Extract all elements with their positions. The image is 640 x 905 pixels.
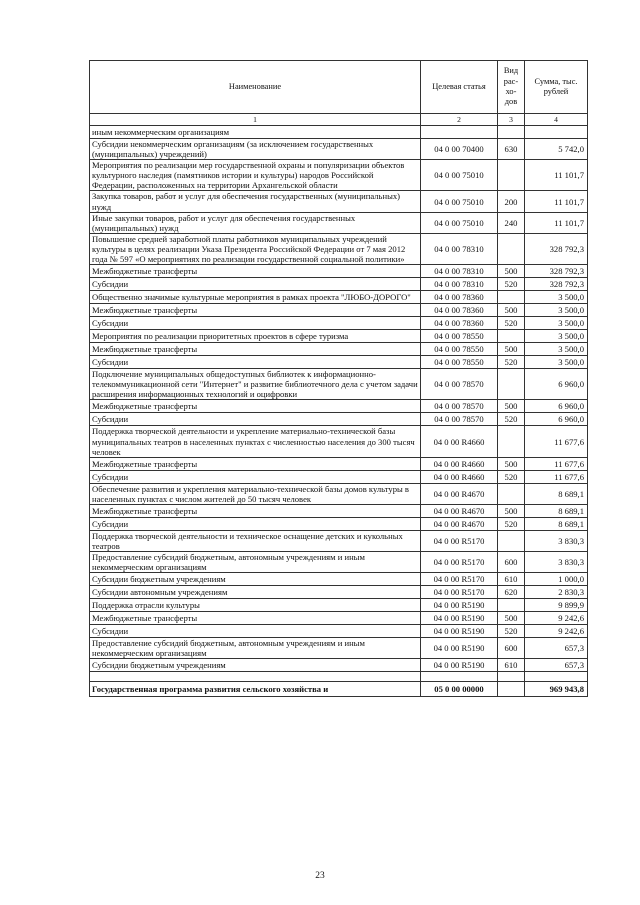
- row-amount: 328 792,3: [525, 265, 588, 278]
- row-name: Межбюджетные трансферты: [90, 457, 421, 470]
- row-amount: 11 101,7: [525, 191, 588, 212]
- column-number: 2: [421, 114, 498, 126]
- table-row: [90, 573, 588, 586]
- table-row: [90, 552, 588, 573]
- row-expense-type: [498, 369, 525, 400]
- table-row: [90, 426, 588, 457]
- row-expense-type: 610: [498, 573, 525, 586]
- budget-table: [89, 60, 588, 697]
- header-row: [90, 61, 588, 114]
- row-amount: 8 689,1: [525, 483, 588, 504]
- table-row: [90, 483, 588, 504]
- row-name: Поддержка отрасли культуры: [90, 599, 421, 612]
- row-expense-type: 500: [498, 457, 525, 470]
- row-name: Межбюджетные трансферты: [90, 400, 421, 413]
- row-name: Субсидии бюджетным учреждениям: [90, 659, 421, 672]
- row-amount: 6 960,0: [525, 369, 588, 400]
- table-row: [90, 343, 588, 356]
- row-amount: 11 101,7: [525, 212, 588, 233]
- row-amount: 328 792,3: [525, 233, 588, 264]
- header-name: Наименование: [90, 61, 421, 114]
- row-target-article: 04 0 00 R4660: [421, 457, 498, 470]
- row-amount: 3 500,0: [525, 317, 588, 330]
- row-name: Межбюджетные трансферты: [90, 612, 421, 625]
- row-name: Поддержка творческой деятельности и укрепление материально-технической базы муниципальных театров в населенных пунктах с численностью населения до 300 тысяч человек: [90, 426, 421, 457]
- table-row: [90, 160, 588, 191]
- table-row: [90, 291, 588, 304]
- row-name: Закупка товаров, работ и услуг для обеспечения государственных (муниципальных) нужд: [90, 191, 421, 212]
- header-expense-type: Вид рас-хо-дов: [498, 61, 525, 114]
- table-row: [90, 212, 588, 233]
- row-amount: 1 000,0: [525, 573, 588, 586]
- total-name: Государственная программа развития сельского хозяйства и: [90, 682, 421, 697]
- row-target-article: 04 0 00 78570: [421, 369, 498, 400]
- table-row: [90, 517, 588, 530]
- row-name: Подключение муниципальных общедоступных библиотек к информационно-телекоммуникационной сети "Интернет" и развитие библиотечного дела с учетом задачи расширения информационных технологий и оцифровки: [90, 369, 421, 400]
- row-expense-type: 200: [498, 191, 525, 212]
- row-name: Поддержка творческой деятельности и техническое оснащение детских и кукольных театров: [90, 530, 421, 551]
- row-expense-type: [498, 126, 525, 139]
- table-row: [90, 599, 588, 612]
- row-amount: 6 960,0: [525, 400, 588, 413]
- table-row: [90, 191, 588, 212]
- row-expense-type: 520: [498, 356, 525, 369]
- row-target-article: 04 0 00 75010: [421, 160, 498, 191]
- row-name: Межбюджетные трансферты: [90, 343, 421, 356]
- row-name: Повышение средней заработной платы работников муниципальных учреждений культуры в целях реализации Указа Президента Российской Федерации от 7 мая 2012 года № 597 «О мероприятиях по реализации государственной социальной политики»: [90, 233, 421, 264]
- row-amount: 11 677,6: [525, 470, 588, 483]
- row-target-article: 04 0 00 R5170: [421, 573, 498, 586]
- table-row: [90, 233, 588, 264]
- row-amount: 3 830,3: [525, 552, 588, 573]
- row-target-article: 04 0 00 78310: [421, 265, 498, 278]
- row-name: Субсидии некоммерческим организациям (за исключением государственных (муниципальных) учреждений): [90, 139, 421, 160]
- row-expense-type: 600: [498, 638, 525, 659]
- table-row: [90, 369, 588, 400]
- table-row: [90, 400, 588, 413]
- table-row: [90, 586, 588, 599]
- row-expense-type: 520: [498, 317, 525, 330]
- row-name: Предоставление субсидий бюджетным, автономным учреждениям и иным некоммерческим организациям: [90, 638, 421, 659]
- row-amount: 3 500,0: [525, 330, 588, 343]
- total-expense-type: [498, 682, 525, 697]
- column-number-row: [90, 114, 588, 126]
- row-target-article: 04 0 00 78570: [421, 400, 498, 413]
- row-amount: 9 242,6: [525, 612, 588, 625]
- row-target-article: 04 0 00 78550: [421, 330, 498, 343]
- row-target-article: 04 0 00 R4660: [421, 426, 498, 457]
- row-expense-type: [498, 160, 525, 191]
- row-name: иным некоммерческим организациям: [90, 126, 421, 139]
- row-expense-type: [498, 330, 525, 343]
- row-name: Межбюджетные трансферты: [90, 304, 421, 317]
- row-name: Предоставление субсидий бюджетным, автономным учреждениям и иным некоммерческим организациям: [90, 552, 421, 573]
- table-row: [90, 659, 588, 672]
- row-target-article: 04 0 00 78310: [421, 233, 498, 264]
- row-target-article: 04 0 00 R5190: [421, 625, 498, 638]
- row-amount: 11 677,6: [525, 426, 588, 457]
- table-row: [90, 126, 588, 139]
- row-target-article: 04 0 00 75010: [421, 191, 498, 212]
- row-name: Субсидии: [90, 517, 421, 530]
- row-target-article: 04 0 00 R5190: [421, 612, 498, 625]
- row-name: Субсидии: [90, 317, 421, 330]
- row-expense-type: 500: [498, 504, 525, 517]
- row-amount: 5 742,0: [525, 139, 588, 160]
- row-amount: 11 677,6: [525, 457, 588, 470]
- row-name: Общественно значимые культурные мероприятия в рамках проекта "ЛЮБО-ДОРОГО": [90, 291, 421, 304]
- row-target-article: 04 0 00 R4670: [421, 517, 498, 530]
- table-row: [90, 625, 588, 638]
- row-target-article: 04 0 00 78360: [421, 317, 498, 330]
- table-row: [90, 530, 588, 551]
- row-name: Обеспечение развития и укрепления материально-технической базы домов культуры в населенных пунктах с числом жителей до 50 тысяч человек: [90, 483, 421, 504]
- table-row: [90, 470, 588, 483]
- table-row: [90, 278, 588, 291]
- row-amount: 3 500,0: [525, 343, 588, 356]
- row-amount: 9 242,6: [525, 625, 588, 638]
- row-name: Субсидии: [90, 470, 421, 483]
- table-row: [90, 330, 588, 343]
- total-target-article: 05 0 00 00000: [421, 682, 498, 697]
- table-row: [90, 612, 588, 625]
- row-target-article: 04 0 00 R5190: [421, 659, 498, 672]
- row-expense-type: 500: [498, 612, 525, 625]
- spacer-row: [90, 672, 588, 682]
- row-target-article: 04 0 00 R5190: [421, 599, 498, 612]
- table-row: [90, 504, 588, 517]
- row-expense-type: 520: [498, 470, 525, 483]
- row-target-article: 04 0 00 R4670: [421, 504, 498, 517]
- row-name: Мероприятия по реализации приоритетных проектов в сфере туризма: [90, 330, 421, 343]
- column-number: 4: [525, 114, 588, 126]
- row-expense-type: [498, 599, 525, 612]
- row-amount: 8 689,1: [525, 504, 588, 517]
- row-target-article: 04 0 00 R5170: [421, 530, 498, 551]
- row-expense-type: [498, 233, 525, 264]
- row-name: Межбюджетные трансферты: [90, 504, 421, 517]
- row-expense-type: 500: [498, 304, 525, 317]
- column-number: 3: [498, 114, 525, 126]
- row-name: Иные закупки товаров, работ и услуг для обеспечения государственных (муниципальных) нужд: [90, 212, 421, 233]
- row-expense-type: 600: [498, 552, 525, 573]
- row-amount: 2 830,3: [525, 586, 588, 599]
- row-amount: 657,3: [525, 659, 588, 672]
- row-target-article: 04 0 00 78570: [421, 413, 498, 426]
- row-name: Мероприятия по реализации мер государственной охраны и популяризации объектов культурного наследия (памятников истории и культуры) народов Российской Федерации, расположенных на территории Архангельской области: [90, 160, 421, 191]
- table-row: [90, 356, 588, 369]
- row-amount: 3 830,3: [525, 530, 588, 551]
- row-name: Субсидии бюджетным учреждениям: [90, 573, 421, 586]
- row-amount: 11 101,7: [525, 160, 588, 191]
- row-name: Субсидии автономным учреждениям: [90, 586, 421, 599]
- row-expense-type: 620: [498, 586, 525, 599]
- row-target-article: 04 0 00 R4670: [421, 483, 498, 504]
- row-target-article: 04 0 00 78360: [421, 304, 498, 317]
- row-expense-type: 240: [498, 212, 525, 233]
- row-expense-type: [498, 426, 525, 457]
- row-expense-type: 500: [498, 400, 525, 413]
- table-row: [90, 457, 588, 470]
- column-number: 1: [90, 114, 421, 126]
- row-expense-type: 500: [498, 265, 525, 278]
- row-target-article: 04 0 00 78360: [421, 291, 498, 304]
- table-row: [90, 304, 588, 317]
- row-amount: 3 500,0: [525, 356, 588, 369]
- row-expense-type: 500: [498, 343, 525, 356]
- table-row: [90, 317, 588, 330]
- row-amount: 3 500,0: [525, 304, 588, 317]
- row-target-article: 04 0 00 R5190: [421, 638, 498, 659]
- row-target-article: 04 0 00 R5170: [421, 586, 498, 599]
- budget-table-sheet: [89, 60, 587, 697]
- row-name: Субсидии: [90, 356, 421, 369]
- header-amount: Сумма, тыс. рублей: [525, 61, 588, 114]
- row-target-article: 04 0 00 78550: [421, 343, 498, 356]
- total-amount: 969 943,8: [525, 682, 588, 697]
- table-row: [90, 265, 588, 278]
- row-name: Субсидии: [90, 625, 421, 638]
- row-target-article: 04 0 00 R4660: [421, 470, 498, 483]
- row-expense-type: 520: [498, 625, 525, 638]
- row-name: Субсидии: [90, 413, 421, 426]
- row-name: Межбюджетные трансферты: [90, 265, 421, 278]
- header-target-article: Целевая статья: [421, 61, 498, 114]
- page-number: 23: [315, 871, 325, 881]
- row-target-article: 04 0 00 78550: [421, 356, 498, 369]
- row-amount: 6 960,0: [525, 413, 588, 426]
- row-target-article: 04 0 00 70400: [421, 139, 498, 160]
- row-expense-type: 610: [498, 659, 525, 672]
- table-row: [90, 413, 588, 426]
- row-target-article: 04 0 00 R5170: [421, 552, 498, 573]
- row-expense-type: 520: [498, 517, 525, 530]
- row-target-article: [421, 126, 498, 139]
- table-body: [90, 126, 588, 672]
- row-expense-type: 520: [498, 413, 525, 426]
- row-amount: 9 899,9: [525, 599, 588, 612]
- row-amount: 328 792,3: [525, 278, 588, 291]
- row-expense-type: [498, 530, 525, 551]
- row-amount: 8 689,1: [525, 517, 588, 530]
- row-expense-type: [498, 291, 525, 304]
- row-target-article: 04 0 00 75010: [421, 212, 498, 233]
- row-expense-type: 630: [498, 139, 525, 160]
- row-name: Субсидии: [90, 278, 421, 291]
- row-amount: 3 500,0: [525, 291, 588, 304]
- row-amount: [525, 126, 588, 139]
- row-expense-type: [498, 483, 525, 504]
- total-row: [90, 682, 588, 697]
- row-amount: 657,3: [525, 638, 588, 659]
- table-row: [90, 638, 588, 659]
- row-target-article: 04 0 00 78310: [421, 278, 498, 291]
- row-expense-type: 520: [498, 278, 525, 291]
- table-row: [90, 139, 588, 160]
